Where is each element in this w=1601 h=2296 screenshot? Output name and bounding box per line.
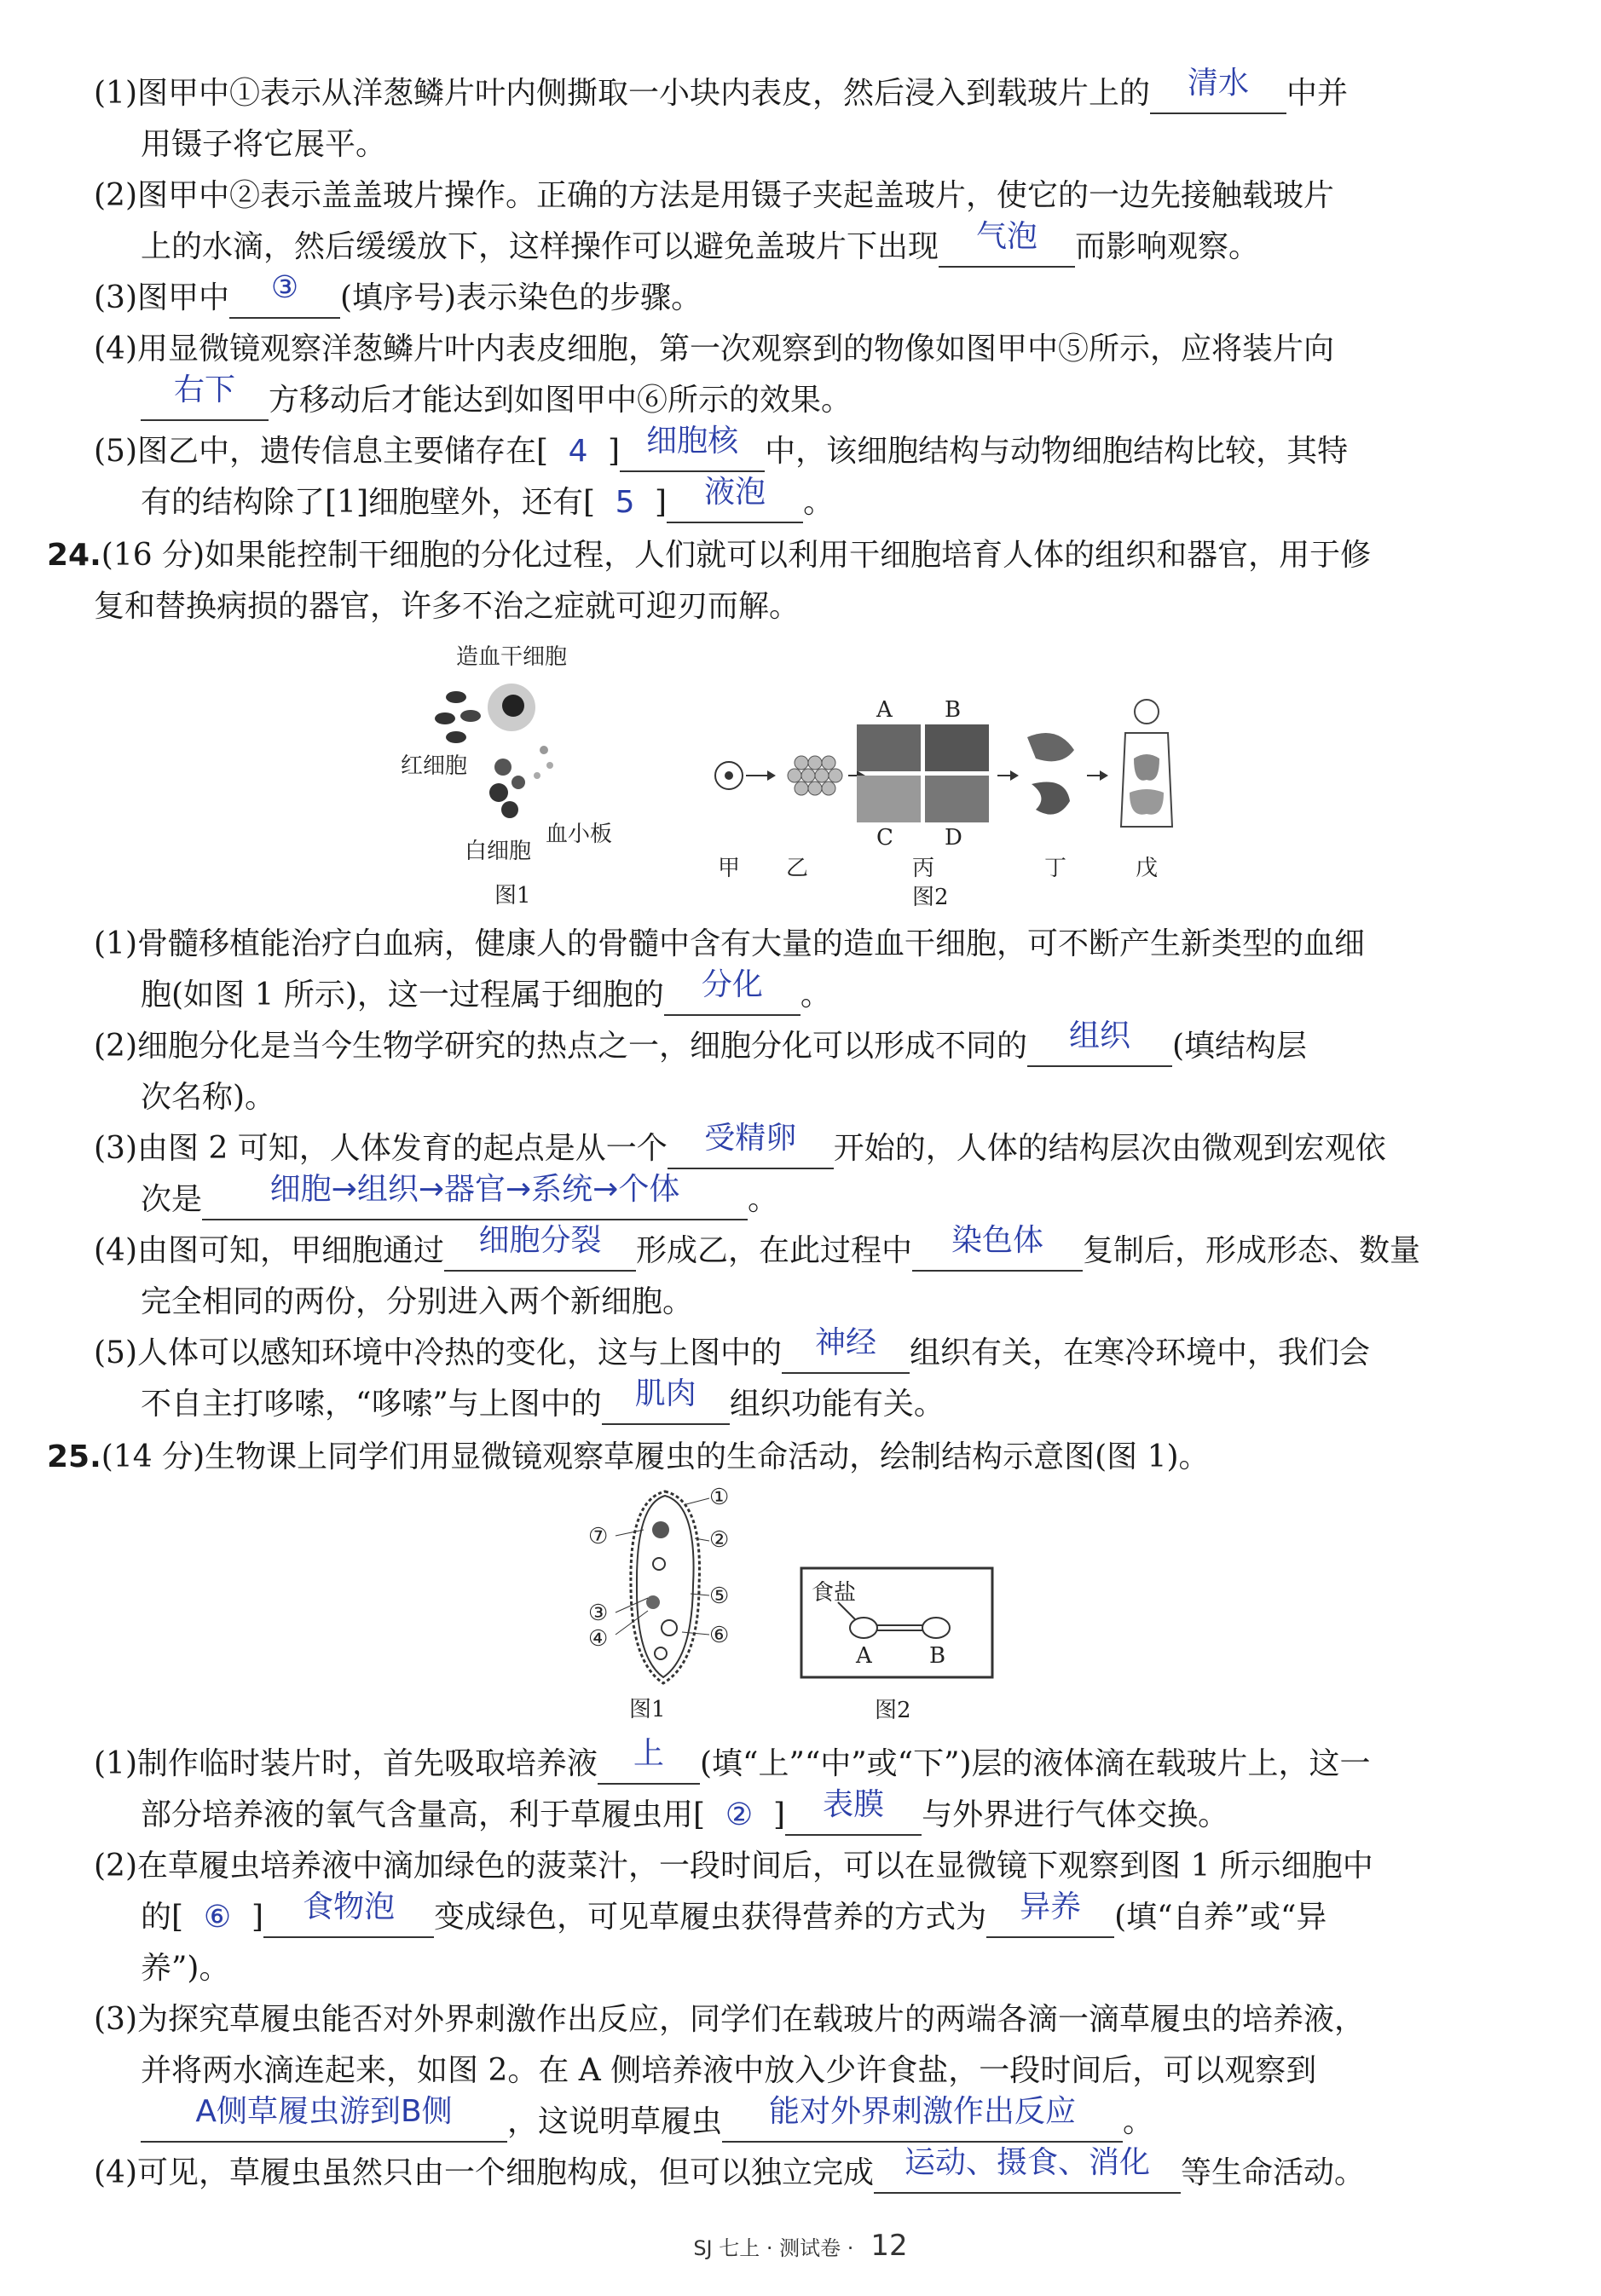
q25-figure1 [563, 1483, 767, 1722]
q23-p4-line2: 右下 方移动后才能达到如图甲中⑥所示的效果。 [141, 380, 852, 421]
figure-caption: 图1 [494, 883, 531, 909]
figure-caption: 图1 [629, 1697, 666, 1722]
tissue-label-c: C [876, 825, 893, 851]
bracket-number: ② [725, 1797, 754, 1832]
answer-blank: 染色体 [912, 1232, 1083, 1272]
figure-caption: 图2 [912, 885, 949, 910]
q25-p1-line2: 部分培养液的氧气含量高，利于草履虫用[ ② ] 表膜 与外界进行气体交换。 [141, 1795, 1228, 1836]
q23-p5-line1: (5)图乙中，遗传信息主要储存在[ 4 ] 细胞核 中，该细胞结构与动物细胞结构比较，其特 [94, 431, 1348, 472]
q25-p1-line1: (1)制作临时装片时，首先吸取培养液 上 (填“上”“中”或“下”)层的液体滴在载玻片上，这一 [94, 1744, 1371, 1785]
stage-label-jia: 甲 [718, 856, 741, 881]
mark-6: ⑥ [709, 1623, 730, 1648]
bracket-number: 5 [615, 485, 635, 520]
q25-p2-line3: 养”)。 [141, 1951, 230, 1986]
answer-blank: 细胞→组织→器官→系统→个体 [202, 1181, 748, 1220]
answer-blank: ③ [229, 280, 340, 319]
answer-blank: 运动、摄食、消化 [874, 2155, 1181, 2194]
label-side-b: B [929, 1643, 946, 1669]
tissue-label-b: B [945, 697, 962, 723]
label-white-blood-cell: 白细胞 [465, 839, 532, 864]
answer-blank: 右下 [141, 382, 269, 421]
bracket-number: 4 [568, 434, 588, 469]
answer-blank: 细胞核 [620, 433, 765, 472]
stage-label-ding: 丁 [1044, 856, 1067, 881]
q24-p3-line1: (3)由图 2 可知，人体发育的起点是从一个 受精卵 开始的，人体的结构层次由微观到宏观依 [94, 1128, 1386, 1169]
label-platelet: 血小板 [546, 822, 613, 847]
q24-head-line2: 复和替换病损的器官，许多不治之症就可迎刃而解。 [94, 589, 800, 624]
q24-p3-line2: 次是 细胞→组织→器官→系统→个体 。 [141, 1180, 778, 1220]
label-stem-cell: 造血干细胞 [456, 644, 568, 670]
q24-figure2 [708, 690, 1194, 910]
stage-label-bing: 丙 [912, 856, 935, 881]
q24-p4-line2: 完全相同的两份，分别进入两个新细胞。 [141, 1284, 694, 1319]
q24-figure1 [375, 631, 648, 909]
tissue-label-a: A [876, 697, 893, 723]
q25-p3-line1: (3)为探究草履虫能否对外界刺激作出反应，同学们在载玻片的两端各滴一滴草履虫的培养液， [94, 2002, 1365, 2037]
answer-blank: 细胞分裂 [444, 1232, 636, 1272]
answer-blank: 受精卵 [668, 1130, 834, 1169]
q23-p4-line1: (4)用显微镜观察洋葱鳞片叶内表皮细胞，第一次观察到的物像如图甲中⑤所示，应将装片向 [94, 332, 1334, 366]
q23-p5-line2: 有的结构除了[1]细胞壁外，还有[ 5 ] 液泡 。 [141, 482, 834, 523]
answer-blank: 清水 [1150, 75, 1286, 114]
mark-4: ④ [588, 1626, 609, 1652]
mark-2: ② [709, 1527, 730, 1553]
q24-p4-line1: (4)由图可知，甲细胞通过 细胞分裂 形成乙，在此过程中 染色体 复制后，形成形态、数量 [94, 1231, 1420, 1272]
q23-p2-line2: 上的水滴，然后缓缓放下，这样操作可以避免盖玻片下出现 气泡 而影响观察。 [141, 227, 1259, 268]
page-number: 12 [870, 2229, 908, 2263]
answer-blank: 食物泡 [263, 1899, 434, 1938]
q25-p3-line2: 并将两水滴连起来，如图 2。在 A 侧培养液中放入少许食盐，一段时间后，可以观察到 [141, 2053, 1317, 2088]
figure-caption: 图2 [875, 1698, 911, 1723]
footer-label: SJ 七上 · 测试卷 · [693, 2236, 854, 2260]
q25-p3-line3: A侧草履虫游到B侧 ，这说明草履虫 能对外界刺激作出反应 。 [141, 2102, 1153, 2143]
q23-p1-line1: (1)图甲中①表示从洋葱鳞片叶内侧撕取一小块内表皮，然后浸入到载玻片上的 清水 中并 [94, 73, 1348, 114]
q25-figure2 [800, 1566, 996, 1723]
tissue-label-d: D [945, 825, 962, 851]
q25-p4-line: (4)可见，草履虫虽然只由一个细胞构成，但可以独立完成 运动、摄食、消化 等生命活动。 [94, 2153, 1365, 2194]
label-salt: 食盐 [812, 1580, 857, 1606]
q24-p1-line2: 胞(如图 1 所示)，这一过程属于细胞的 分化 。 [141, 975, 831, 1016]
label-red-blood-cell: 红细胞 [401, 753, 468, 779]
answer-blank: 分化 [664, 977, 800, 1016]
q24-p1-line1: (1)骨髓移植能治疗白血病，健康人的骨髓中含有大量的造血干细胞，可不断产生新类型的血细 [94, 926, 1365, 961]
q23-p1-line2: 用镊子将它展平。 [141, 127, 387, 162]
answer-blank: 组织 [1027, 1028, 1172, 1067]
answer-blank: A侧草履虫游到B侧 [141, 2103, 507, 2143]
answer-blank: 上 [598, 1745, 700, 1785]
label-side-a: A [856, 1643, 872, 1669]
q24-p2-line1: (2)细胞分化是当今生物学研究的热点之一，细胞分化可以形成不同的 组织 (填结构层 [94, 1026, 1307, 1067]
page-footer [0, 2229, 1601, 2263]
q24-p5-line2: 不自主打哆嗦，“哆嗦”与上图中的 肌肉 组织功能有关。 [141, 1384, 945, 1425]
mark-5: ⑤ [709, 1584, 730, 1609]
answer-blank: 液泡 [667, 484, 803, 523]
q24-head-line1: 24.(16 分)如果能控制干细胞的分化过程，人们就可以利用干细胞培育人体的组织和器官，用于修 [47, 538, 1372, 573]
answer-blank: 气泡 [939, 228, 1075, 268]
stage-label-wu: 戊 [1136, 856, 1159, 881]
answer-blank: 异养 [986, 1899, 1114, 1938]
q23-p3-line: (3)图甲中 ③ (填序号)表示染色的步骤。 [94, 278, 702, 319]
mark-7: ⑦ [588, 1524, 609, 1549]
answer-blank: 肌肉 [602, 1386, 730, 1425]
answer-blank: 表膜 [785, 1797, 922, 1836]
q24-p2-line2: 次名称)。 [141, 1080, 276, 1115]
stage-label-yi: 乙 [786, 856, 809, 881]
q24-p5-line1: (5)人体可以感知环境中冷热的变化，这与上图中的 神经 组织有关，在寒冷环境中，我们会 [94, 1333, 1370, 1374]
answer-blank: 能对外界刺激作出反应 [722, 2103, 1123, 2143]
q25-p2-line1: (2)在草履虫培养液中滴加绿色的菠菜汁，一段时间后，可以在显微镜下观察到图 1 所示细胞中 [94, 1849, 1373, 1884]
mark-3: ③ [588, 1601, 609, 1626]
q25-head: 25.(14 分)生物课上同学们用显微镜观察草履虫的生命活动，绘制结构示意图(图 1)。 [47, 1439, 1210, 1474]
answer-blank: 神经 [782, 1335, 910, 1374]
q23-p2-line1: (2)图甲中②表示盖盖玻片操作。正确的方法是用镊子夹起盖玻片，使它的一边先接触载玻片 [94, 178, 1334, 213]
bracket-number: ⑥ [203, 1900, 232, 1935]
q25-p2-line2: 的[ ⑥ ] 食物泡 变成绿色，可见草履虫获得营养的方式为 异养 (填“自养”或“异 [141, 1897, 1326, 1938]
blood-cells-drawing [375, 631, 648, 903]
mark-1: ① [709, 1485, 730, 1510]
